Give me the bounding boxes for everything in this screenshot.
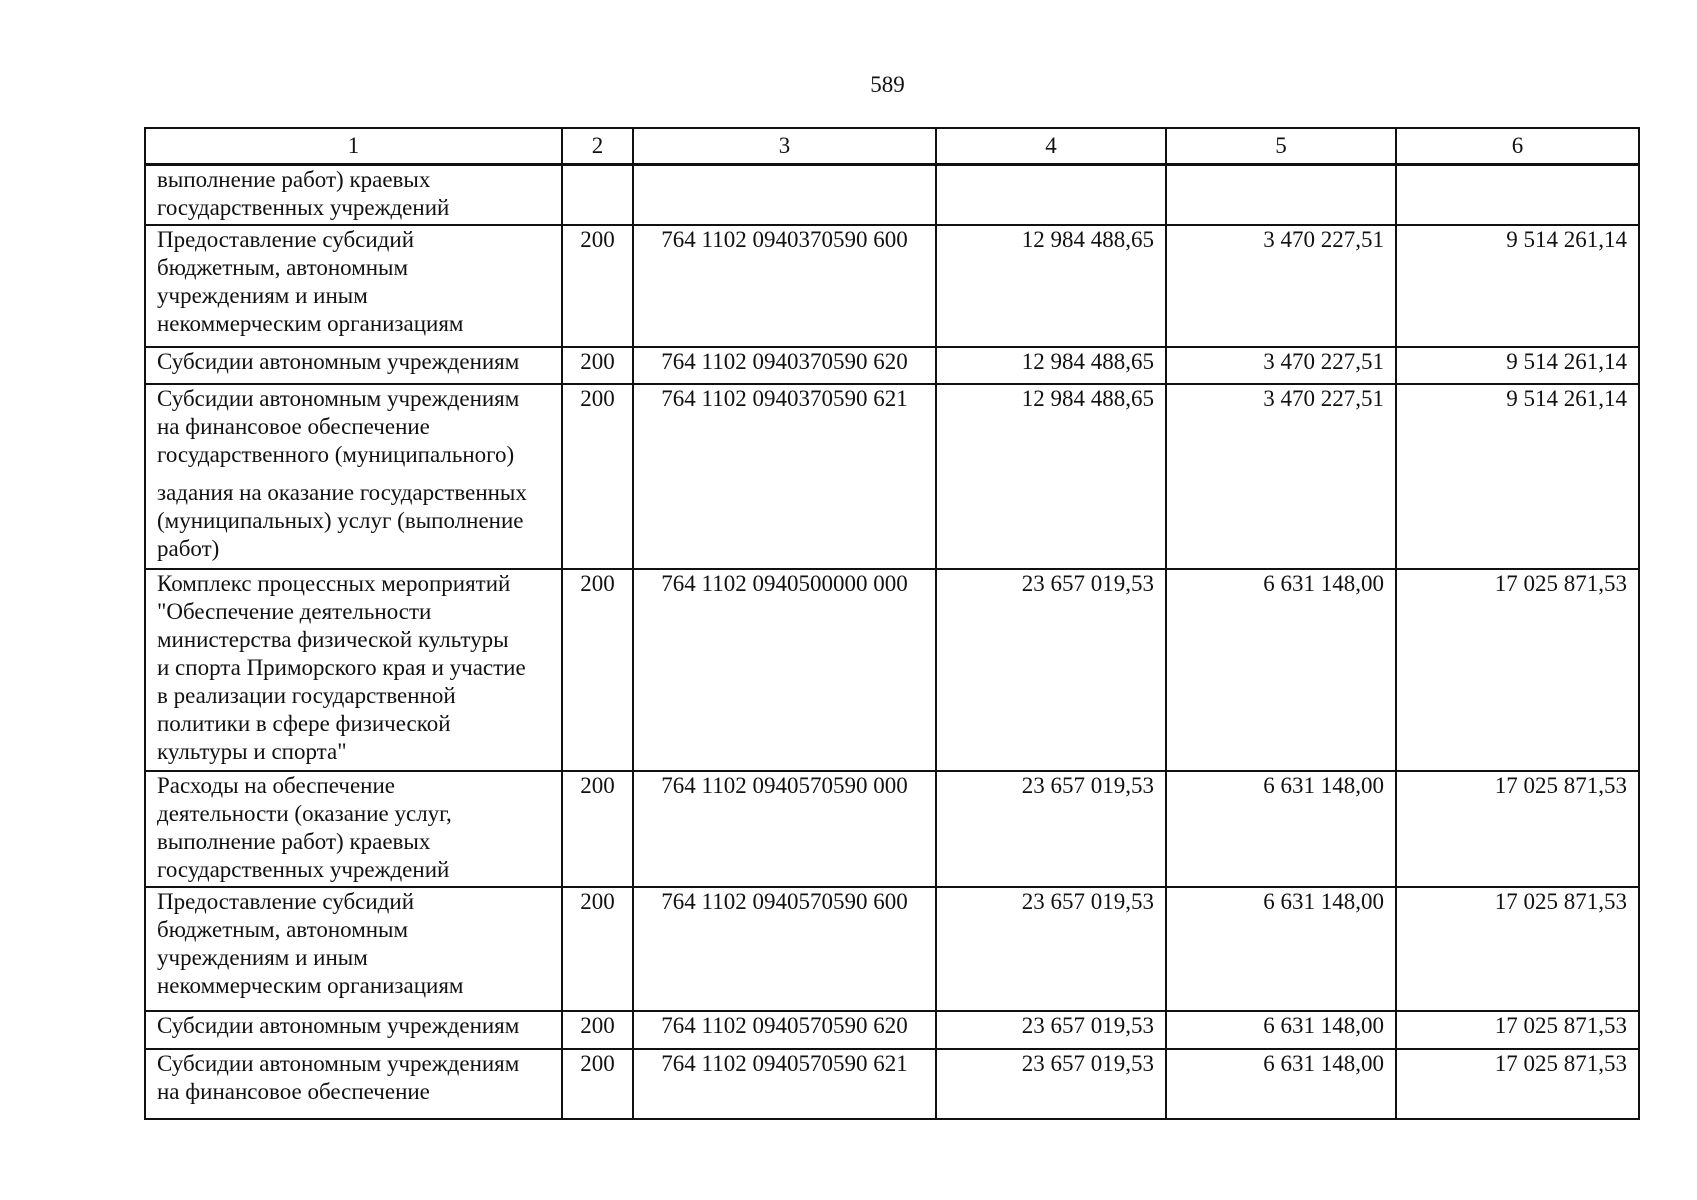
row-kbk: 764 1102 0940370590 621: [633, 384, 936, 569]
column-header: 4: [936, 128, 1166, 165]
column-header: 3: [633, 128, 936, 165]
row-col5: 6 631 148,00: [1166, 771, 1396, 887]
row-code: 200: [562, 384, 633, 569]
table-row: [145, 569, 1639, 771]
table-row: [145, 887, 1639, 1011]
page-number: 589: [870, 72, 905, 97]
row-name: Расходы на обеспечение деятельности (оказание услуг, выполнение работ) краевых государственных учреждений: [145, 771, 562, 887]
row-name: Субсидии автономным учреждениям на финансовое обеспечение: [145, 1049, 562, 1119]
row-col4: 23 657 019,53: [936, 887, 1166, 1011]
column-header: 2: [562, 128, 633, 165]
row-col5: 3 470 227,51: [1166, 347, 1396, 384]
row-col5: 3 470 227,51: [1166, 225, 1396, 347]
row-col6: 9 514 261,14: [1396, 347, 1639, 384]
row-code: 200: [562, 569, 633, 771]
table-row: [145, 225, 1639, 347]
row-col6: 9 514 261,14: [1396, 384, 1639, 569]
row-name: Субсидии автономным учреждениям: [145, 347, 562, 384]
column-header: 6: [1396, 128, 1639, 165]
row-name: Субсидии автономным учреждениям на финансовое обеспечение государственного (муниципального): [157, 385, 520, 467]
table-row: [145, 1049, 1639, 1119]
column-header: 1: [145, 128, 562, 165]
row-name-cell: [145, 384, 562, 569]
table-row: [145, 1011, 1639, 1049]
row-col6: 17 025 871,53: [1396, 569, 1639, 771]
row-col4: 23 657 019,53: [936, 1011, 1166, 1049]
row-col5: [1166, 165, 1396, 225]
row-code: 200: [562, 347, 633, 384]
row-name: Предоставление субсидий бюджетным, автономным учреждениям и иным некоммерческим организациям: [145, 225, 562, 347]
row-kbk: 764 1102 0940570590 620: [633, 1011, 936, 1049]
budget-table: [144, 127, 1640, 1120]
row-name: Субсидии автономным учреждениям: [145, 1011, 562, 1049]
row-kbk: 764 1102 0940370590 620: [633, 347, 936, 384]
row-col5: 3 470 227,51: [1166, 384, 1396, 569]
row-code: 200: [562, 225, 633, 347]
row-col5: 6 631 148,00: [1166, 887, 1396, 1011]
row-col6: 17 025 871,53: [1396, 1049, 1639, 1119]
row-col4: 23 657 019,53: [936, 771, 1166, 887]
row-col6: 9 514 261,14: [1396, 225, 1639, 347]
table-row: [145, 347, 1639, 384]
row-col5: 6 631 148,00: [1166, 1011, 1396, 1049]
row-col6: 17 025 871,53: [1396, 1011, 1639, 1049]
row-code: 200: [562, 771, 633, 887]
row-col5: 6 631 148,00: [1166, 569, 1396, 771]
table-row: [145, 165, 1639, 225]
row-col4: 12 984 488,65: [936, 384, 1166, 569]
row-col6: [1396, 165, 1639, 225]
table-row: [145, 384, 1639, 569]
row-name: Предоставление субсидий бюджетным, автономным учреждениям и иным некоммерческим организациям: [145, 887, 562, 1011]
column-header: 5: [1166, 128, 1396, 165]
row-code: [562, 165, 633, 225]
row-col6: 17 025 871,53: [1396, 887, 1639, 1011]
row-col4: 12 984 488,65: [936, 347, 1166, 384]
row-col4: 23 657 019,53: [936, 1049, 1166, 1119]
row-code: 200: [562, 1049, 633, 1119]
row-kbk: [633, 165, 936, 225]
row-kbk: 764 1102 0940570590 621: [633, 1049, 936, 1119]
table-row: [145, 771, 1639, 887]
row-col4: 23 657 019,53: [936, 569, 1166, 771]
row-col5: 6 631 148,00: [1166, 1049, 1396, 1119]
row-name: Комплекс процессных мероприятий "Обеспечение деятельности министерства физической культуры и спорта Приморского края и участие в реализации государственной политики в сфере физической культуры и спорта": [145, 569, 562, 771]
row-code: 200: [562, 1011, 633, 1049]
row-kbk: 764 1102 0940570590 600: [633, 887, 936, 1011]
row-kbk: 764 1102 0940500000 000: [633, 569, 936, 771]
row-code: 200: [562, 887, 633, 1011]
row-col4: [936, 165, 1166, 225]
row-name-continued: задания на оказание государственных (муниципальных) услуг (выполнение работ): [157, 479, 527, 561]
row-col6: 17 025 871,53: [1396, 771, 1639, 887]
row-col4: 12 984 488,65: [936, 225, 1166, 347]
spacer: [157, 469, 550, 479]
row-name: выполнение работ) краевых государственных учреждений: [145, 165, 562, 225]
row-kbk: 764 1102 0940570590 000: [633, 771, 936, 887]
header-row: [145, 128, 1639, 165]
row-kbk: 764 1102 0940370590 600: [633, 225, 936, 347]
